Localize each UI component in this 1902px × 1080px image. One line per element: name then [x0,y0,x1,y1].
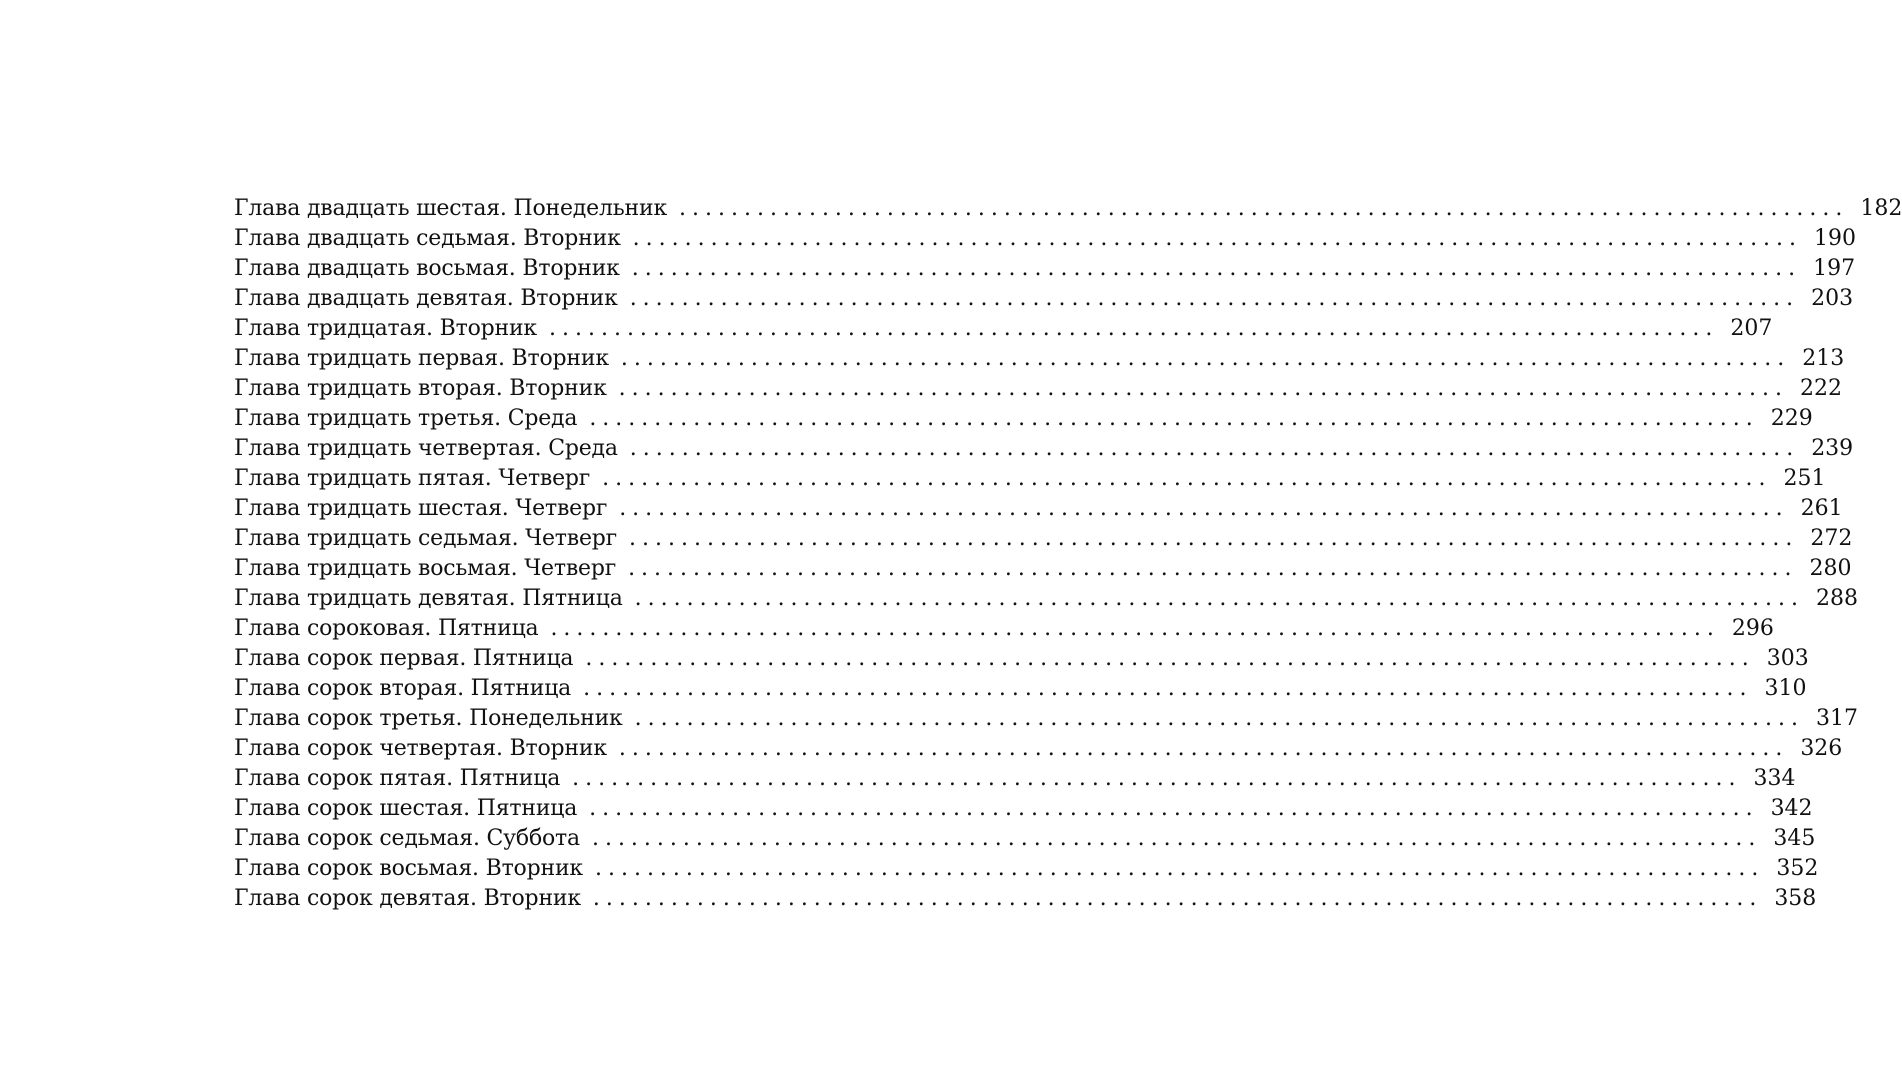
dot-leader: .......................................................................................... [583,676,1753,701]
page-number: 222 [1800,376,1843,401]
dot-leader: .......................................................................................... [632,226,1803,251]
dot-leader: .......................................................................................... [631,256,1802,281]
dot-leader: .......................................................................................... [585,646,1755,671]
toc-entry [234,194,1902,224]
chapter-title: Глава тридцать четвертая. Среда [234,436,618,461]
dot-leader: .......................................................................................... [618,376,1789,401]
toc-entry [234,494,1843,524]
toc-entry [234,374,1843,404]
chapter-title: Глава сорок седьмая. Суббота [234,826,580,851]
page-number: 296 [1731,616,1774,641]
toc-entry [234,824,1816,854]
page-number: 251 [1783,466,1826,491]
page-number: 203 [1811,286,1854,311]
page-number: 229 [1770,406,1813,431]
dot-leader: .......................................................................................... [594,856,1765,881]
chapter-title: Глава сорок первая. Пятница [234,646,574,671]
toc-entry [234,344,1845,374]
chapter-title: Глава сорок третья. Понедельник [234,706,623,731]
toc-entry [234,764,1796,794]
toc-entry [234,284,1854,314]
table-of-contents [234,194,1902,914]
page-number: 288 [1816,586,1859,611]
chapter-title: Глава тридцать первая. Вторник [234,346,609,371]
chapter-title: Глава тридцатая. Вторник [234,316,537,341]
chapter-title: Глава сорок пятая. Пятница [234,766,561,791]
toc-entry [234,734,1843,764]
toc-entry [234,584,1859,614]
dot-leader: .......................................................................................... [634,706,1804,731]
chapter-title: Глава двадцать шестая. Понедельник [234,196,668,221]
chapter-title: Глава тридцать пятая. Четверг [234,466,591,491]
page-number: 317 [1815,706,1858,731]
dot-leader: .......................................................................................... [629,286,1800,311]
dot-leader: .......................................................................................... [628,556,1798,581]
dot-leader: .......................................................................................... [618,736,1789,761]
dot-leader: .......................................................................................... [634,586,1805,611]
page-number: 345 [1773,826,1816,851]
toc-entry [234,314,1773,344]
chapter-title: Глава двадцать восьмая. Вторник [234,256,620,281]
dot-leader: .......................................................................................... [679,196,1849,221]
page-number: 342 [1770,796,1813,821]
chapter-title: Глава тридцать седьмая. Четверг [234,526,617,551]
chapter-title: Глава тридцать вторая. Вторник [234,376,607,401]
dot-leader: .......................................................................................... [629,436,1800,461]
dot-leader: .......................................................................................... [572,766,1742,791]
dot-leader: .......................................................................................... [620,346,1791,371]
page-number: 207 [1730,316,1773,341]
toc-entry [234,884,1817,914]
page-number: 352 [1776,856,1819,881]
chapter-title: Глава тридцать девятая. Пятница [234,586,623,611]
dot-leader: .......................................................................................... [629,526,1799,551]
toc-entry [234,854,1819,884]
toc-entry [234,614,1774,644]
toc-entry [234,794,1813,824]
toc-entry [234,224,1857,254]
toc-entry [234,554,1852,584]
chapter-title: Глава сорок вторая. Пятница [234,676,572,701]
chapter-title: Глава сороковая. Пятница [234,616,539,641]
page-number: 182 [1860,196,1902,221]
chapter-title: Глава сорок восьмая. Вторник [234,856,583,881]
toc-entry [234,674,1807,704]
chapter-title: Глава сорок шестая. Пятница [234,796,578,821]
chapter-title: Глава сорок девятая. Вторник [234,886,581,911]
toc-entry [234,524,1853,554]
chapter-title: Глава сорок четвертая. Вторник [234,736,607,761]
dot-leader: .......................................................................................... [589,796,1759,821]
toc-entry [234,464,1826,494]
dot-leader: .......................................................................................... [591,826,1762,851]
page-number: 197 [1813,256,1856,281]
page-number: 272 [1810,526,1853,551]
page-number: 239 [1811,436,1854,461]
dot-leader: .......................................................................................... [592,886,1763,911]
toc-entry [234,704,1858,734]
page-number: 261 [1800,496,1843,521]
dot-leader: .......................................................................................... [548,316,1719,341]
dot-leader: .......................................................................................... [602,466,1772,491]
page-number: 334 [1753,766,1796,791]
toc-entry [234,254,1856,284]
dot-leader: .......................................................................................... [619,496,1789,521]
chapter-title: Глава тридцать шестая. Четверг [234,496,608,521]
page-number: 303 [1766,646,1809,671]
toc-entry [234,434,1854,464]
page-number: 310 [1764,676,1807,701]
dot-leader: .......................................................................................... [589,406,1759,431]
page-number: 358 [1774,886,1817,911]
page-number: 213 [1802,346,1845,371]
dot-leader: .......................................................................................... [550,616,1720,641]
toc-entry [234,644,1809,674]
chapter-title: Глава тридцать третья. Среда [234,406,578,431]
chapter-title: Глава двадцать девятая. Вторник [234,286,618,311]
page-number: 280 [1809,556,1852,581]
toc-entry [234,404,1813,434]
page-number: 326 [1800,736,1843,761]
page-number: 190 [1814,226,1857,251]
chapter-title: Глава двадцать седьмая. Вторник [234,226,621,251]
chapter-title: Глава тридцать восьмая. Четверг [234,556,617,581]
